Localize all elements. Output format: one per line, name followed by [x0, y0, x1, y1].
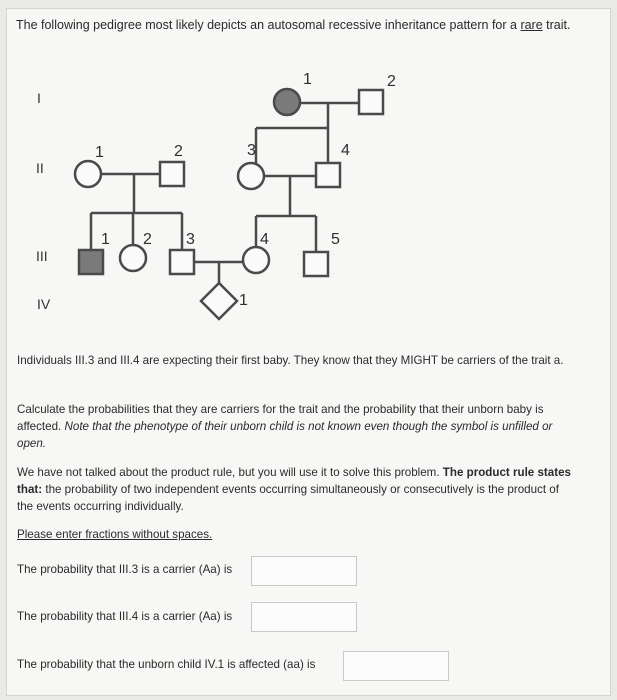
label-ii2: 2	[174, 143, 183, 160]
individual-iv1-unborn	[201, 283, 237, 319]
label-iii3: 3	[186, 231, 195, 248]
instruction-text: Please enter fractions without spaces.	[17, 528, 213, 541]
label-iv1: 1	[239, 292, 248, 309]
label-ii4: 4	[341, 142, 350, 159]
individual-iii1-affected-male	[79, 250, 103, 274]
rare-emphasis: rare	[520, 18, 543, 32]
individual-ii4-male	[316, 163, 340, 187]
label-i2: 2	[387, 73, 396, 90]
individual-iii3-male	[170, 250, 194, 274]
question-3-label: The probability that the unborn child IV.1 is affected (aa) is	[17, 658, 316, 671]
label-iii4: 4	[260, 231, 269, 248]
paragraph-product-rule: We have not talked about the product rule, but you will use it to solve this problem. The product rule states that: the probability of two independent events occurring simultaneously or consecutively is the product of the events occurring individually.	[17, 466, 571, 513]
question-2-label: The probability that III.4 is a carrier (Aa) is	[17, 610, 233, 623]
individual-iii2-female	[120, 245, 146, 271]
label-iii1: 1	[101, 231, 110, 248]
individual-i1-affected-female	[274, 89, 300, 115]
individual-iii5-male	[304, 252, 328, 276]
label-i1: 1	[303, 71, 312, 88]
pedigree-chart	[0, 0, 617, 340]
answer-input-iii4-carrier[interactable]	[251, 602, 357, 632]
answer-input-iv1-affected[interactable]	[343, 651, 449, 681]
generation-label-iii: III	[36, 248, 48, 264]
label-ii1: 1	[95, 144, 104, 161]
individual-ii1-female	[75, 161, 101, 187]
question-1-label: The probability that III.3 is a carrier (Aa) is	[17, 563, 233, 576]
answer-input-iii3-carrier[interactable]	[251, 556, 357, 586]
intro-text: The following pedigree most likely depicts an autosomal recessive inheritance pattern for a rare trait.	[16, 18, 571, 32]
generation-label-ii: II	[36, 160, 44, 176]
note-text: Note that the phenotype of their unborn child is not known even though the symbol is unfilled or open.	[17, 420, 553, 450]
label-ii3: 3	[247, 142, 256, 159]
individual-ii3-female	[238, 163, 264, 189]
label-iii2: 2	[143, 231, 152, 248]
paragraph-task: Calculate the probabilities that they are carriers for the trait and the probability that their unborn baby is affected. Note that the phenotype of their unborn child is not known even though the symbol is unfilled or open.	[17, 403, 553, 450]
generation-label-iv: IV	[37, 296, 51, 312]
generation-label-i: I	[37, 90, 41, 106]
individual-ii2-male	[160, 162, 184, 186]
individual-i2-male	[359, 90, 383, 114]
paragraph-scenario: Individuals III.3 and III.4 are expecting their first baby. They know that they MIGHT be carriers of the trait a.	[17, 354, 564, 367]
label-iii5: 5	[331, 231, 340, 248]
individual-iii4-female	[243, 247, 269, 273]
product-rule-heading: The product rule states that:	[17, 466, 571, 496]
